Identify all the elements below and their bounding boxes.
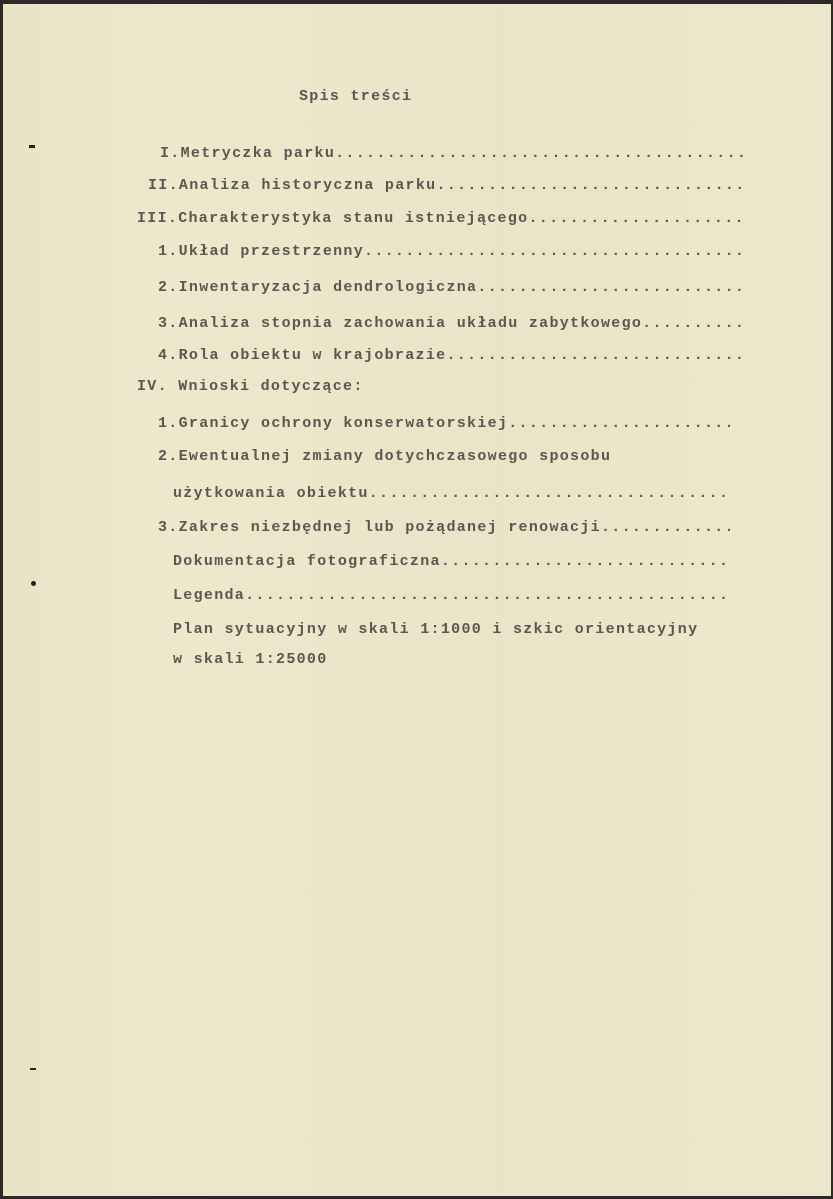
toc-entry	[158, 448, 730, 465]
dot-leader	[601, 519, 730, 536]
toc-entry-text: IV. Wnioski dotyczące:	[137, 378, 364, 395]
toc-entry	[173, 587, 730, 604]
toc-entry	[158, 315, 743, 332]
dot-leader	[369, 485, 730, 502]
toc-entry	[158, 279, 743, 296]
toc-entry-text: 1.Układ przestrzenny	[158, 243, 365, 260]
document-page	[3, 4, 831, 1196]
toc-entry-text: 1.Granicy ochrony konserwatorskiej	[158, 415, 509, 432]
toc-entry-text: Plan sytuacyjny w skali 1:1000 i szkic orientacyjny	[173, 621, 699, 638]
toc-entry-text: 4.Rola obiektu w krajobrazie	[158, 347, 447, 364]
toc-entry	[160, 145, 743, 162]
dot-leader	[245, 587, 730, 604]
toc-entry-text: I.Metryczka parku	[160, 145, 336, 162]
toc-entry	[148, 177, 743, 194]
toc-entry	[137, 210, 743, 227]
toc-entry-text: użytkowania obiektu	[173, 485, 369, 502]
toc-entry	[158, 347, 743, 364]
page-title: Spis treści	[299, 88, 413, 105]
toc-entry-text: 3.Zakres niezbędnej lub pożądanej renowacji	[158, 519, 601, 536]
dot-leader	[446, 347, 743, 364]
dot-leader	[508, 415, 730, 432]
dot-leader	[364, 243, 743, 260]
ink-mark	[30, 1068, 36, 1070]
dot-leader	[528, 210, 743, 227]
dot-leader	[441, 553, 730, 570]
ink-mark	[29, 145, 35, 148]
dot-leader	[642, 315, 743, 332]
dot-leader	[477, 279, 743, 296]
toc-entry-text: III.Charakterystyka stanu istniejącego	[137, 210, 529, 227]
toc-entry-text: Legenda	[173, 587, 246, 604]
toc-entry-text: 3.Analiza stopnia zachowania układu zabytkowego	[158, 315, 643, 332]
toc-entry-text: Dokumentacja fotograficzna	[173, 553, 441, 570]
dot-leader	[335, 145, 743, 162]
punch-mark	[31, 581, 36, 586]
toc-entry	[158, 243, 743, 260]
toc-entry-text: II.Analiza historyczna parku	[148, 177, 437, 194]
toc-entry-text: 2.Ewentualnej zmiany dotychczasowego sposobu	[158, 448, 612, 465]
toc-entry	[173, 651, 573, 668]
toc-entry	[173, 485, 730, 502]
toc-entry-text: w skali 1:25000	[173, 651, 328, 668]
toc-entry-text: 2.Inwentaryzacja dendrologiczna	[158, 279, 478, 296]
dot-leader	[436, 177, 743, 194]
toc-entry	[158, 415, 730, 432]
toc-entry	[173, 621, 773, 638]
toc-section-heading	[137, 378, 537, 395]
toc-entry	[158, 519, 730, 536]
toc-entry	[173, 553, 730, 570]
